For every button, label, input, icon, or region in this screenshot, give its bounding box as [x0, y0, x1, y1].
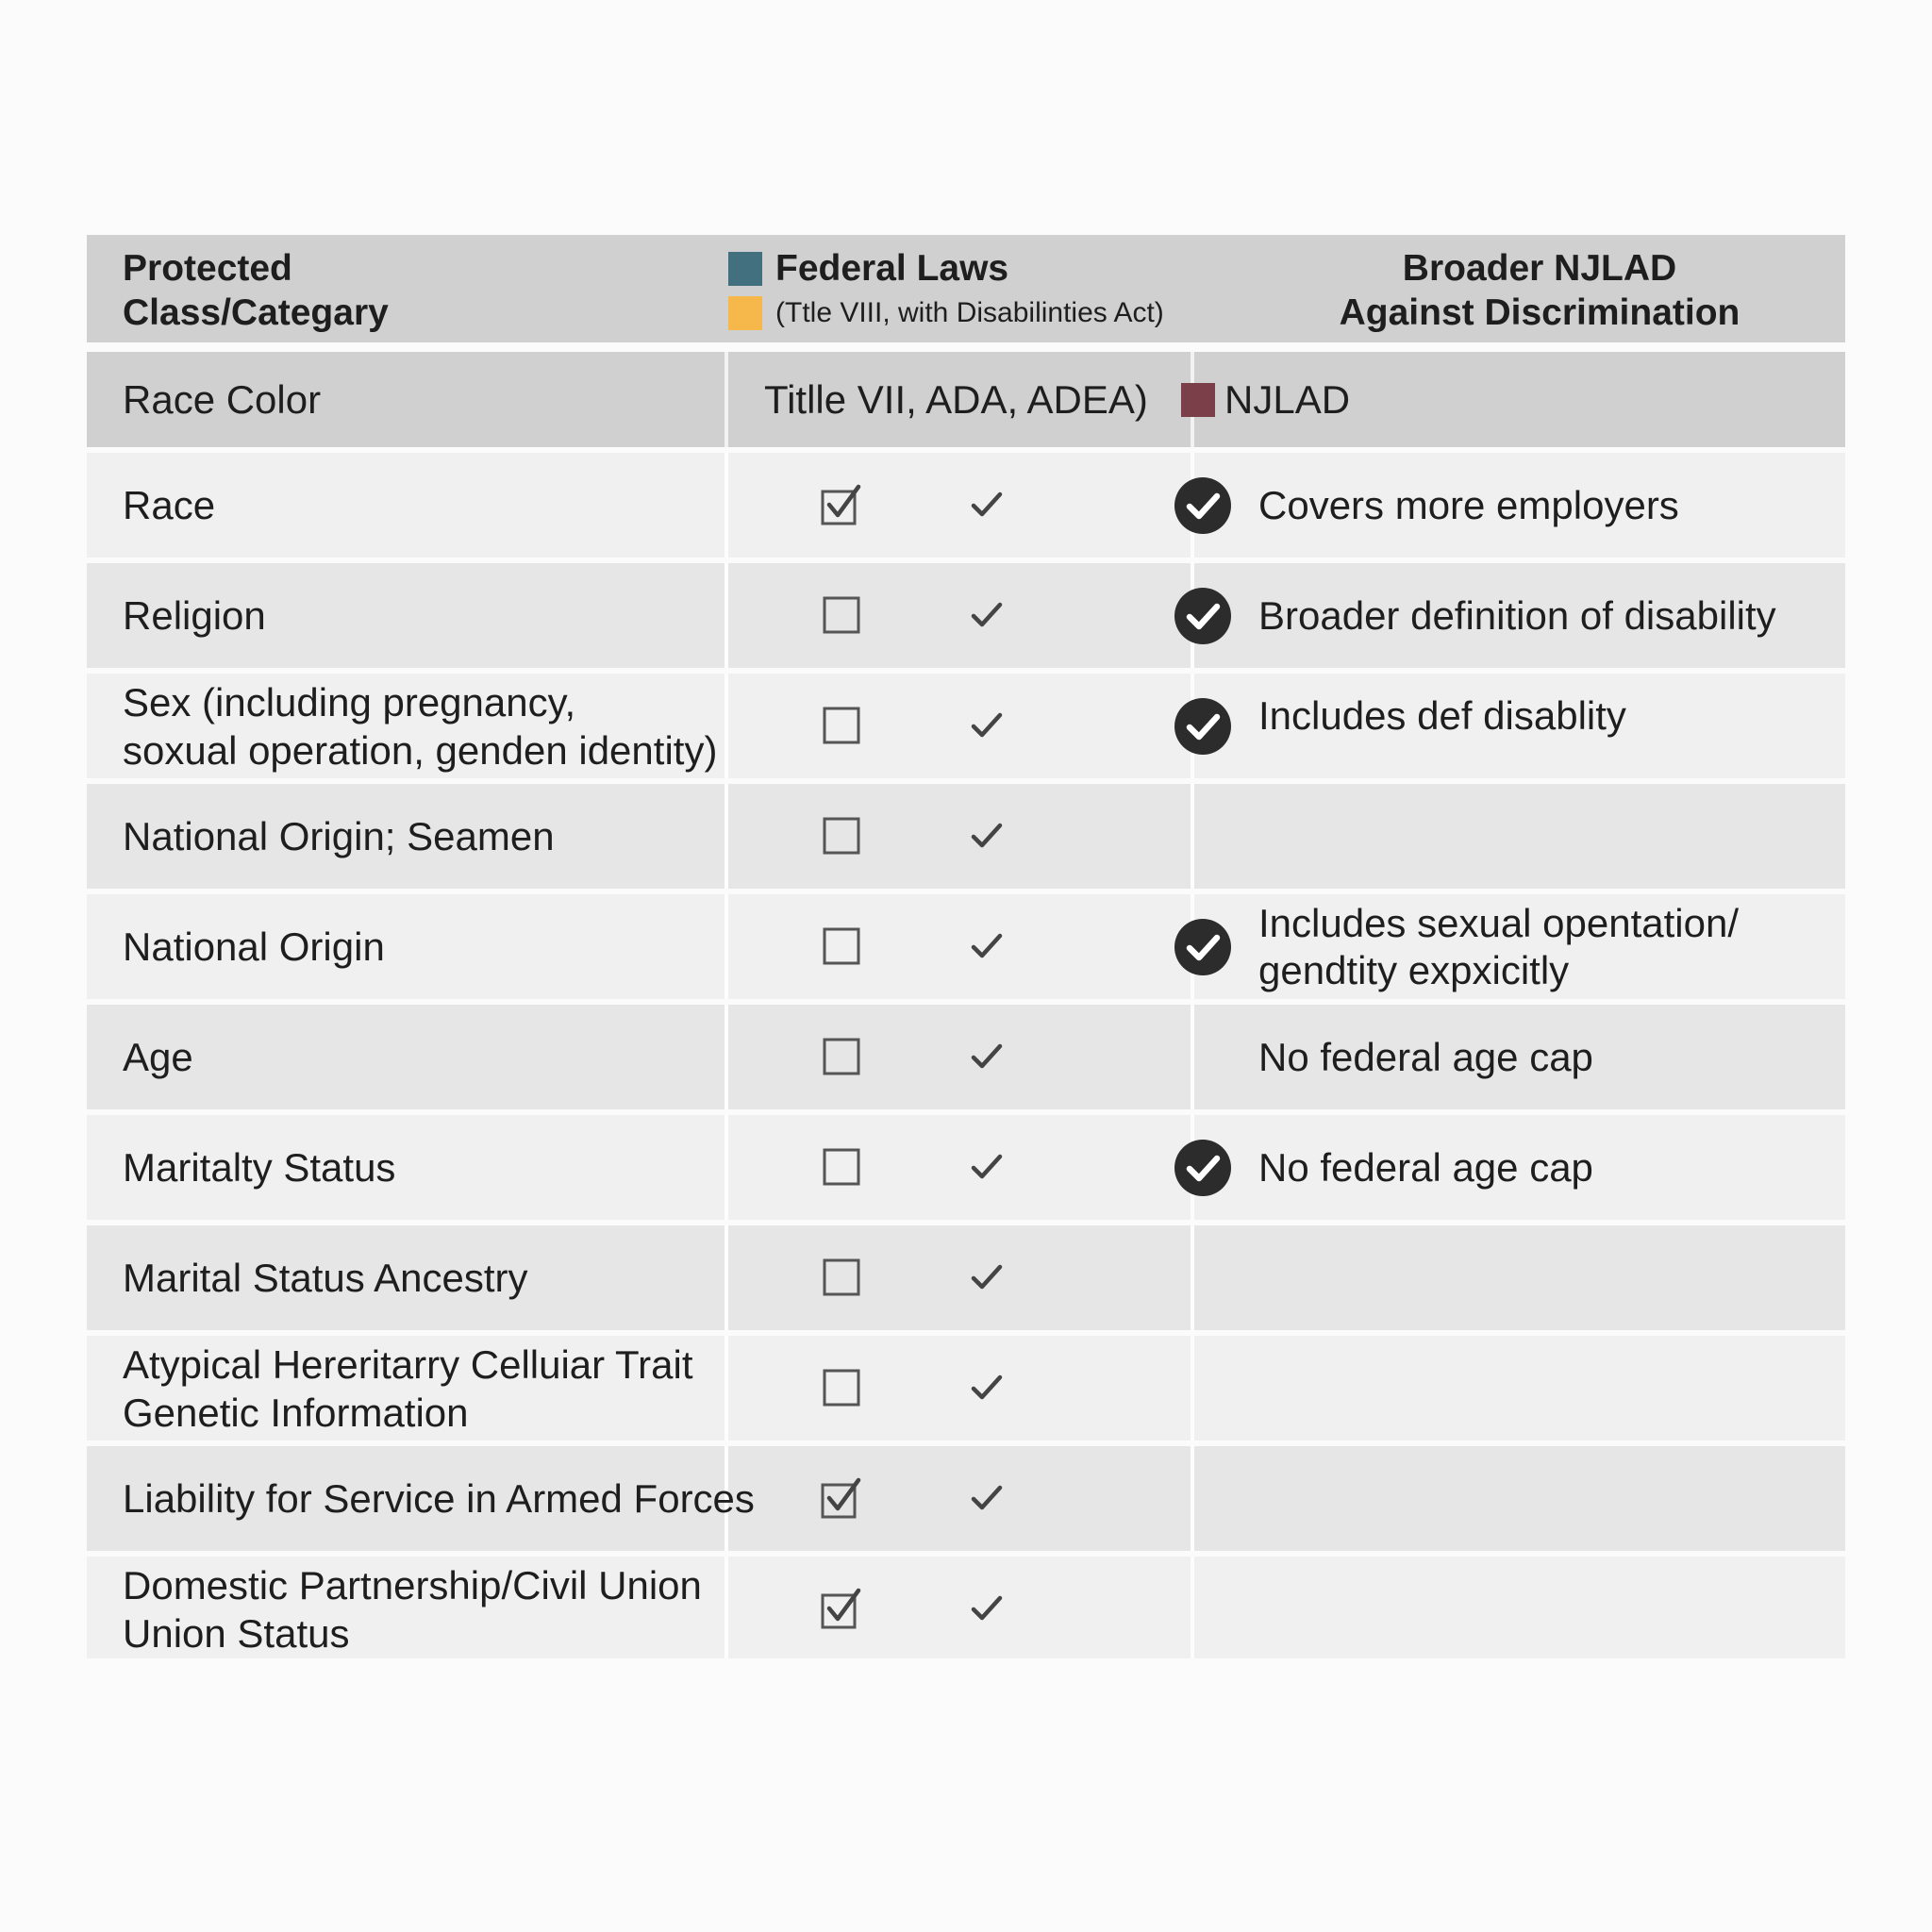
empty-checkbox-icon[interactable] [821, 815, 862, 857]
table-row [87, 1336, 1845, 1441]
checkmark-icon [968, 817, 1006, 855]
checkmark-icon [968, 1590, 1006, 1627]
njlad-note: Covers more employers [1258, 482, 1679, 527]
protected-class-label: Maritalty Status [123, 1145, 396, 1190]
protected-class-label: Domestic Partnership/Civil Union Union Status [123, 1562, 702, 1656]
checkmark-icon [968, 1148, 1006, 1186]
check-circle-icon [1174, 1139, 1232, 1197]
table-row [87, 674, 1845, 778]
checked-checkbox-icon[interactable] [821, 484, 862, 525]
empty-checkbox-icon[interactable] [821, 1036, 862, 1077]
column-divider [1191, 1005, 1194, 1109]
njlad-note: No federal age cap [1258, 1144, 1593, 1190]
empty-checkbox-icon[interactable] [821, 1146, 862, 1188]
federal-legend-swatch [728, 252, 762, 286]
empty-checkbox-icon[interactable] [821, 594, 862, 636]
column-divider [1191, 1336, 1194, 1441]
protected-class-label: Atypical Hereritarry Celluiar Trait Genetic Information [123, 1341, 693, 1435]
check-circle-icon [1174, 587, 1232, 645]
protected-class-label: Liability for Service in Armed Forces [123, 1476, 755, 1521]
protected-class-label: National Origin [123, 924, 385, 969]
protected-class-label: Sex (including pregnancy, soxual operation, genden identity) [123, 679, 718, 773]
njlad-legend-swatch [1181, 383, 1215, 417]
subheader-federal-acts: Titlle VII, ADA, ADEA) [764, 376, 1148, 422]
federal-secondary-legend-swatch [728, 296, 762, 330]
header-protected-class: Protected Class/Categary [123, 248, 389, 333]
table-row [87, 1225, 1845, 1330]
checked-checkbox-icon[interactable] [821, 1477, 862, 1519]
table-header [87, 235, 1845, 342]
checkmark-icon [968, 486, 1006, 524]
column-divider [1191, 1557, 1194, 1658]
header-federal-subtitle: (Ttle VIII, with Disabilinties Act) [775, 297, 1164, 328]
table-row [87, 894, 1845, 999]
table-row [87, 1446, 1845, 1551]
table-row [87, 1557, 1845, 1658]
checkmark-icon [968, 1479, 1006, 1517]
empty-checkbox-icon[interactable] [821, 705, 862, 746]
njlad-note: Includes def disablity [1258, 693, 1626, 738]
header-federal-title: Federal Laws [775, 248, 1009, 289]
table-row [87, 1115, 1845, 1220]
check-circle-icon [1174, 918, 1232, 976]
column-divider [724, 352, 728, 447]
checkmark-icon [968, 596, 1006, 634]
protected-class-label: National Origin; Seamen [123, 814, 555, 858]
table-subheader [87, 352, 1845, 447]
table-row [87, 453, 1845, 558]
njlad-note: Broader definition of disability [1258, 592, 1776, 638]
njlad-note: Includes sexual opentation/ gendtity expxicitly [1258, 900, 1740, 992]
empty-checkbox-icon[interactable] [821, 925, 862, 967]
protected-class-label: Religion [123, 593, 266, 638]
checkmark-icon [968, 1369, 1006, 1407]
check-circle-icon [1174, 697, 1232, 756]
subheader-njlad [1181, 352, 1350, 447]
protected-class-label: Age [123, 1035, 193, 1079]
table-row [87, 563, 1845, 668]
comparison-table [87, 235, 1845, 1658]
checkmark-icon [968, 707, 1006, 744]
column-divider [1191, 1446, 1194, 1551]
check-circle-icon [1174, 476, 1232, 535]
protected-class-label: Marital Status Ancestry [123, 1256, 528, 1300]
empty-checkbox-icon[interactable] [821, 1257, 862, 1298]
column-divider [1191, 784, 1194, 889]
table-row [87, 1005, 1845, 1109]
table-body [87, 453, 1845, 1658]
table-row [87, 784, 1845, 889]
protected-class-label: Race [123, 483, 216, 527]
checkmark-icon [968, 1038, 1006, 1075]
checked-checkbox-icon[interactable] [821, 1588, 862, 1629]
subheader-race-color: Race Color [123, 376, 322, 422]
subheader-njlad-label: NJLAD [1224, 376, 1351, 422]
empty-checkbox-icon[interactable] [821, 1367, 862, 1408]
checkmark-icon [968, 1258, 1006, 1296]
njlad-note: No federal age cap [1258, 1034, 1593, 1079]
header-federal-laws [728, 246, 1164, 335]
checkmark-icon [968, 927, 1006, 965]
column-divider [1191, 1225, 1194, 1330]
header-njlad: Broader NJLAD Against Discrimination [1339, 248, 1740, 333]
